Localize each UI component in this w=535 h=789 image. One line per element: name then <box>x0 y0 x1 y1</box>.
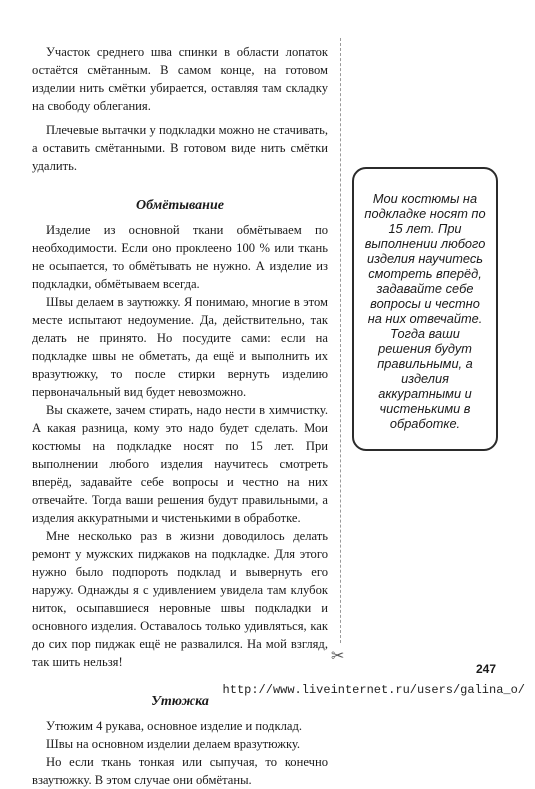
paragraph: Плечевые вытачки у подкладки можно не стачивать, а оставить смётанными. В готовом виде нить смётки удалить. <box>32 123 328 173</box>
paragraph: Вы скажете, зачем стирать, надо нести в химчистку. А какая разница, кому это надо будет сделать. Мои костюмы на подкладке носят по 15 лет. При выполнении любого изделия научитесь смотреть вперёд, задавайте себе вопросы и честно на них отвечайте. Тогда ваши решения будут правильными, а изделия аккуратными и чистенькими в обработке. <box>32 403 328 525</box>
paragraph: Утюжим 4 рукава, основное изделие и подклад. <box>46 719 303 733</box>
section-heading-utyuzhka: Утюжка <box>151 694 209 709</box>
page-number: 247 <box>476 662 497 676</box>
main-text-column <box>32 43 328 789</box>
section-heading-obmetyvanie: Обмётывание <box>136 198 224 213</box>
paragraph: Участок среднего шва спинки в области лопаток остаётся смётанным. В самом конце, на готовом изделии нить смётки убирается, оставляя там складку на свободу облегания. <box>32 45 328 113</box>
paragraph: Швы на основном изделии делаем вразутюжку. <box>46 737 301 751</box>
paragraph: Мне несколько раз в жизни доводилось делать ремонт у мужских пиджаков на подкладке. Для этого нужно было подпороть подклад и вывернуть его наружу. Однажды я с удивлением увидела там клубок ниток, осыпавшиеся неровные швы подкладки и основного изделия. Оставалось только удивляться, как до сих пор пиджак ещё не развалился. На мой взгляд, так шить нельзя! <box>32 529 328 669</box>
callout-text: Мои костюмы на подкладке носят по 15 лет. При выполнении любого изделия научитесь смотреть вперёд, задавайте себе вопросы и честно на них отвечайте. Тогда ваши решения будут правильными, а изделия аккуратными и чистенькими в обработке. <box>364 191 486 431</box>
paragraph: Но если ткань тонкая или сыпучая, то конечно взаутюжку. В этом случае они обмётаны. <box>32 755 328 787</box>
quote-callout-box <box>352 167 498 451</box>
paragraph: Изделие из основной ткани обмётываем по необходимости. Если оно проклеено 100 % или ткань не осыпается, то обмётывать не нужно. А изделие из подкладки, обмётываем всегда. <box>32 223 328 291</box>
watermark-url: http://www.liveinternet.ru/users/galina_o/ <box>222 683 525 697</box>
paragraph: Швы делаем в заутюжку. Я понимаю, многие в этом месте испытают недоумение. Да, действительно, так делать не принято. Но посудите сами: если на подкладке швы не обметать, да ещё и выполнить их вразутюжку, то после стирки вернуть изделию первоначальный вид будет невозможно. <box>32 295 328 399</box>
scissors-icon: ✂ <box>331 646 345 665</box>
dashed-divider <box>340 38 341 643</box>
